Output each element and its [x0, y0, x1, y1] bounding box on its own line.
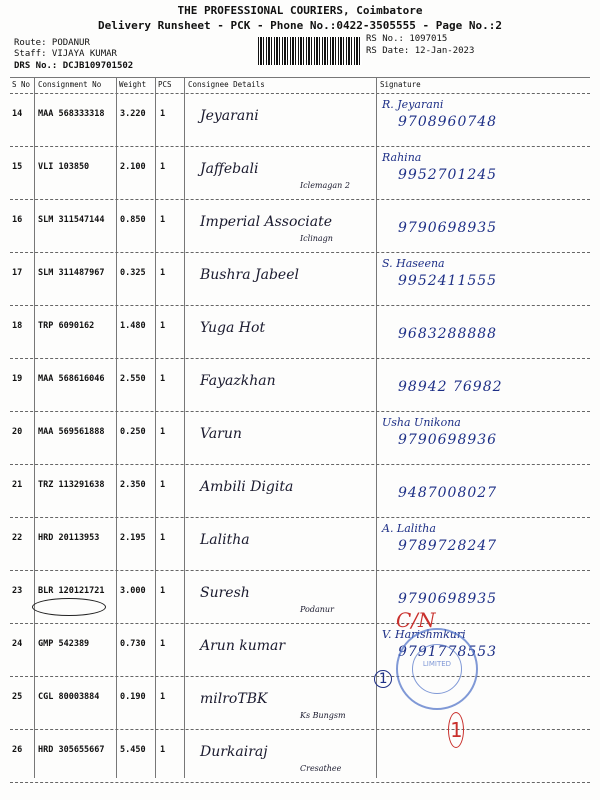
row-phone: 9790698935 — [398, 220, 498, 236]
row-phone: 9790698935 — [398, 591, 498, 607]
row-consignee-name: Varun — [200, 426, 242, 442]
stamp-inner-ring — [412, 644, 462, 694]
row-consignee-name: Durkairaj — [200, 744, 268, 760]
row-consignment-no: TRP 6090162 — [38, 321, 95, 331]
barcode — [258, 37, 362, 65]
row-consignment-no: TRZ 113291638 — [38, 480, 105, 490]
row-phone: 9952411555 — [398, 273, 498, 289]
row-sno: 22 — [12, 533, 23, 543]
row-pcs: 1 — [160, 321, 166, 331]
row-phone: 9487008027 — [398, 485, 498, 501]
row-signature: S. Haseena — [382, 257, 445, 270]
row-signature: Rahina — [382, 151, 422, 164]
table-row — [0, 200, 600, 253]
table-row — [0, 359, 600, 412]
row-consignee-note: Iclemagan 2 — [300, 181, 350, 190]
table-top-border — [10, 77, 590, 78]
row-consignee-name: Fayazkhan — [200, 373, 276, 389]
row-weight: 0.250 — [120, 427, 146, 437]
row-weight: 2.195 — [120, 533, 146, 543]
row-consignee-name: Arun kumar — [200, 638, 286, 654]
row-consignee-note: Cresathee — [300, 764, 342, 773]
row-consignee-note: Podanur — [300, 605, 334, 614]
row-consignee-name: Yuga Hot — [200, 320, 266, 336]
row-consignment-no: BLR 120121721 — [38, 586, 105, 596]
row-sno: 16 — [12, 215, 23, 225]
row-pcs: 1 — [160, 745, 166, 755]
row-consignee-name: Imperial Associate — [200, 214, 332, 230]
row-sno: 19 — [12, 374, 23, 384]
table-row — [0, 147, 600, 200]
rs-date-label: RS Date: 12-Jan-2023 — [366, 46, 475, 56]
runsheet-title: Delivery Runsheet - PCK - Phone No.:0422-3505555 - Page No.:2 — [98, 19, 502, 32]
row-pcs: 1 — [160, 692, 166, 702]
row-phone: 9789728247 — [398, 538, 498, 554]
row-signature: R. Jeyarani — [382, 98, 444, 111]
row-pcs: 1 — [160, 215, 166, 225]
row-weight: 0.850 — [120, 215, 146, 225]
col-pcs: PCS — [158, 80, 172, 89]
row-pcs: 1 — [160, 374, 166, 384]
row-sno: 26 — [12, 745, 23, 755]
row-weight: 0.190 — [120, 692, 146, 702]
row-weight: 3.220 — [120, 109, 146, 119]
table-row — [0, 465, 600, 518]
row-pcs: 1 — [160, 162, 166, 172]
col-signature: Signature — [380, 80, 421, 89]
row-sno: 14 — [12, 109, 23, 119]
drs-label: DRS No.: DCJB109701502 — [14, 61, 134, 71]
row-consignee-name: Lalitha — [200, 532, 250, 548]
row-consignee-name: Jaffebali — [200, 161, 259, 177]
row-consignment-no: SLM 311487967 — [38, 268, 105, 278]
circled-consignment-mark — [32, 598, 106, 616]
col-weight: Weight — [119, 80, 147, 89]
rs-no-label: RS No.: 1097015 — [366, 34, 448, 44]
row-consignment-no: VLI 103850 — [38, 162, 90, 172]
row-pcs: 1 — [160, 533, 166, 543]
row-consignment-no: MAA 568333318 — [38, 109, 105, 119]
row-weight: 0.325 — [120, 268, 146, 278]
row-sno: 24 — [12, 639, 23, 649]
table-row — [0, 730, 600, 783]
row-pcs: 1 — [160, 639, 166, 649]
row-sno: 18 — [12, 321, 23, 331]
row-phone: 9683288888 — [398, 326, 498, 342]
row-phone: 9790698936 — [398, 432, 498, 448]
row-phone: 9791778553 — [398, 644, 498, 660]
col-sno: S No — [12, 80, 31, 89]
red-circled-number: 1 — [448, 712, 464, 748]
row-sno: 20 — [12, 427, 23, 437]
row-consignment-no: GMP 542389 — [38, 639, 90, 649]
row-pcs: 1 — [160, 268, 166, 278]
row-weight: 3.000 — [120, 586, 146, 596]
col-consignment: Consignment No — [38, 80, 102, 89]
row-consignment-no: MAA 569561888 — [38, 427, 105, 437]
row-sno: 15 — [12, 162, 23, 172]
table-row — [0, 306, 600, 359]
row-weight: 2.350 — [120, 480, 146, 490]
row-pcs: 1 — [160, 586, 166, 596]
row-consignee-name: Ambili Digita — [200, 479, 294, 495]
cn-mark: C/N — [396, 608, 436, 632]
row-signature: V. Harishmkuri — [382, 628, 466, 641]
col-consignee: Consignee Details — [188, 80, 265, 89]
row-sno: 23 — [12, 586, 23, 596]
row-consignee-note: Iclinagn — [300, 234, 333, 243]
table-row — [0, 253, 600, 306]
row-phone: 9708960748 — [398, 114, 498, 130]
row-divider — [10, 782, 590, 783]
table-row — [0, 94, 600, 147]
row-consignee-name: Suresh — [200, 585, 250, 601]
row-pcs: 1 — [160, 109, 166, 119]
company-stamp — [396, 628, 478, 710]
row-weight: 0.730 — [120, 639, 146, 649]
row-consignee-note: Ks Bungsm — [300, 711, 346, 720]
row-consignee-name: Bushra Jabeel — [200, 267, 299, 283]
row-consignee-name: milroTBK — [200, 691, 268, 707]
table-row — [0, 677, 600, 730]
row-consignment-no: CGL 80003884 — [38, 692, 100, 702]
row-consignment-no: HRD 20113953 — [38, 533, 100, 543]
company-title: THE PROFESSIONAL COURIERS, Coimbatore — [177, 4, 423, 17]
row-weight: 5.450 — [120, 745, 146, 755]
table-row — [0, 571, 600, 624]
row-phone: 98942 76982 — [398, 379, 503, 395]
row-weight: 1.480 — [120, 321, 146, 331]
table-row — [0, 518, 600, 571]
row-weight: 2.100 — [120, 162, 146, 172]
row-pcs: 1 — [160, 427, 166, 437]
row-consignment-no: MAA 568616046 — [38, 374, 105, 384]
row-sno: 21 — [12, 480, 23, 490]
row-sno: 17 — [12, 268, 23, 278]
staff-label: Staff: VIJAYA KUMAR — [14, 49, 117, 59]
row-signature: Usha Unikona — [382, 416, 461, 429]
row-consignment-no: HRD 305655667 — [38, 745, 105, 755]
circled-number-mark: 1 — [374, 670, 392, 688]
row-consignment-no: SLM 311547144 — [38, 215, 105, 225]
row-weight: 2.550 — [120, 374, 146, 384]
table-row — [0, 624, 600, 677]
route-label: Route: PODANUR — [14, 38, 90, 48]
row-phone: 9952701245 — [398, 167, 498, 183]
stamp-text: LIMITED — [422, 660, 452, 668]
row-signature: A. Lalitha — [382, 522, 436, 535]
row-consignee-name: Jeyarani — [200, 108, 259, 124]
table-row — [0, 412, 600, 465]
row-pcs: 1 — [160, 480, 166, 490]
row-sno: 25 — [12, 692, 23, 702]
